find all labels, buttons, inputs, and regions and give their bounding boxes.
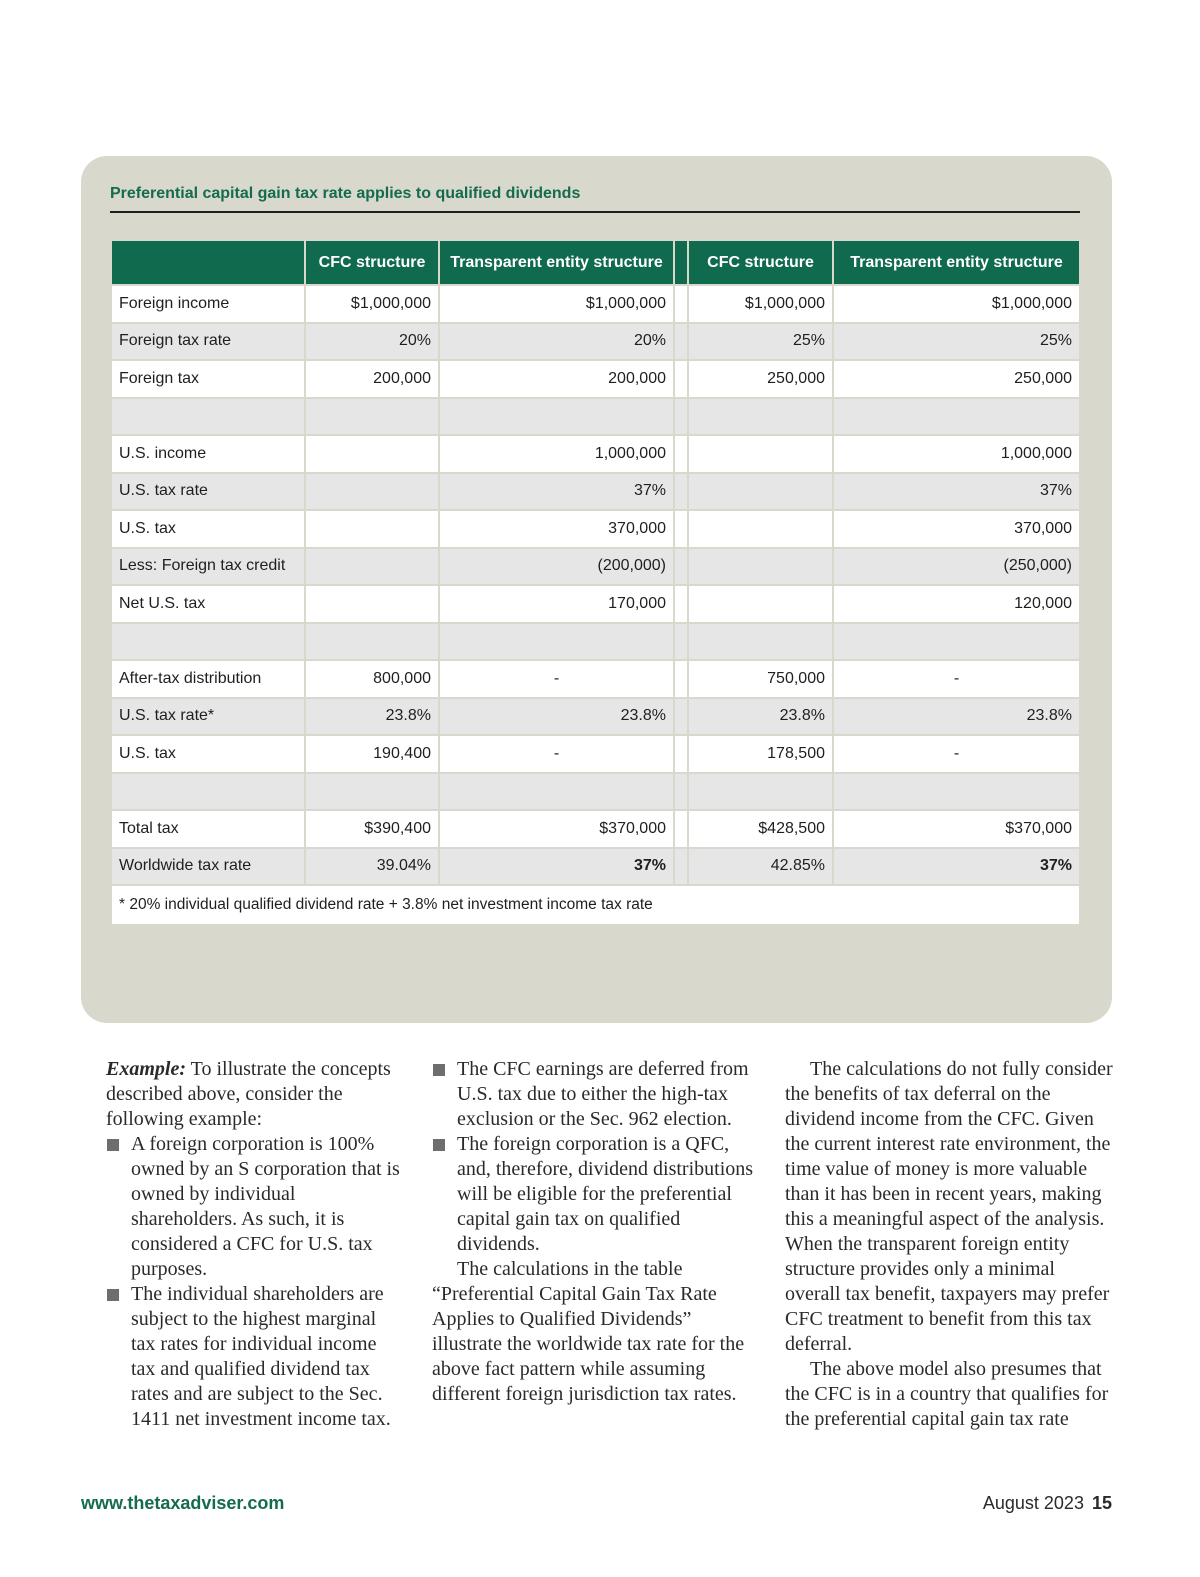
cell: 39.04% — [305, 848, 439, 886]
cell — [305, 585, 439, 623]
cell: $1,000,000 — [688, 285, 833, 323]
header-transparent-2: Transparent entity structure — [833, 240, 1080, 285]
cell: 178,500 — [688, 735, 833, 773]
table-row — [111, 548, 1080, 586]
cell — [833, 398, 1080, 436]
cell: 23.8% — [688, 698, 833, 736]
square-bullet-icon — [433, 1139, 445, 1151]
cell — [688, 623, 833, 661]
cell: - — [439, 735, 674, 773]
cell — [439, 398, 674, 436]
example-intro-text: To illustrate the concepts described above, consider the following example: — [106, 1058, 391, 1130]
header-transparent-1: Transparent entity structure — [439, 240, 674, 285]
cell: 120,000 — [833, 585, 1080, 623]
footnote-row — [111, 885, 1080, 925]
table-title: Preferential capital gain tax rate applies to qualified dividends — [110, 185, 581, 202]
cell: $1,000,000 — [833, 285, 1080, 323]
cell: 25% — [833, 323, 1080, 361]
cell — [688, 398, 833, 436]
body-column-2 — [432, 1057, 755, 1407]
body-column-3 — [785, 1057, 1115, 1432]
gap-cell — [674, 623, 688, 661]
example-lead: Example: — [106, 1058, 186, 1080]
gap-cell — [674, 360, 688, 398]
list-item-text: The individual shareholders are subject to the highest marginal tax rates for individual income tax and qualified dividend tax rates and are subject to the Sec. 1411 net investment income tax. — [131, 1283, 391, 1430]
footer-date-page — [983, 1493, 1112, 1514]
cell: (250,000) — [833, 548, 1080, 586]
row-label: U.S. tax rate* — [111, 698, 305, 736]
gap-cell — [674, 848, 688, 886]
list-item-text: A foreign corporation is 100% owned by an S corporation that is owned by individual shareholders. As such, it is considered a CFC for U.S. tax purposes. — [131, 1133, 400, 1280]
gap-cell — [674, 810, 688, 848]
spacer-row — [111, 773, 1080, 811]
table-row — [111, 698, 1080, 736]
gap-cell — [674, 285, 688, 323]
table-row — [111, 848, 1080, 886]
gap-cell — [674, 398, 688, 436]
cell: 750,000 — [688, 660, 833, 698]
cell: 20% — [305, 323, 439, 361]
row-label — [111, 398, 305, 436]
gap-cell — [674, 585, 688, 623]
cell: 37% — [833, 473, 1080, 511]
footer-url[interactable]: www.thetaxadviser.com — [81, 1493, 285, 1513]
row-label: U.S. tax — [111, 735, 305, 773]
cell — [305, 435, 439, 473]
list-item — [106, 1132, 402, 1282]
cell: $1,000,000 — [305, 285, 439, 323]
cell: 23.8% — [833, 698, 1080, 736]
gap-cell — [674, 435, 688, 473]
row-label: Foreign income — [111, 285, 305, 323]
cell: 25% — [688, 323, 833, 361]
cell: $1,000,000 — [439, 285, 674, 323]
example-intro — [106, 1057, 402, 1132]
gap-cell — [674, 510, 688, 548]
row-label — [111, 623, 305, 661]
table-row — [111, 735, 1080, 773]
cell: 250,000 — [688, 360, 833, 398]
row-label: U.S. tax — [111, 510, 305, 548]
cell: 37% — [439, 473, 674, 511]
cell: $428,500 — [688, 810, 833, 848]
gap-cell — [674, 773, 688, 811]
cell — [305, 473, 439, 511]
cell — [833, 623, 1080, 661]
header-label — [111, 240, 305, 285]
page-number: 15 — [1091, 1493, 1112, 1513]
cell: 170,000 — [439, 585, 674, 623]
cell: $390,400 — [305, 810, 439, 848]
row-label: Total tax — [111, 810, 305, 848]
list-item — [432, 1132, 755, 1257]
cell: - — [439, 660, 674, 698]
gap-cell — [674, 548, 688, 586]
cell: - — [833, 660, 1080, 698]
table-row — [111, 510, 1080, 548]
spacer-row — [111, 623, 1080, 661]
cell: 800,000 — [305, 660, 439, 698]
list-item-text: The CFC earnings are deferred from U.S. tax due to either the high-tax exclusion or the Sec. 962 election. — [457, 1058, 749, 1130]
tax-comparison-table — [110, 239, 1081, 926]
cell: 1,000,000 — [439, 435, 674, 473]
square-bullet-icon — [433, 1064, 445, 1076]
row-label: Worldwide tax rate — [111, 848, 305, 886]
cell: 37% — [833, 848, 1080, 886]
gap-cell — [674, 473, 688, 511]
cell — [688, 585, 833, 623]
row-label: Net U.S. tax — [111, 585, 305, 623]
cell — [688, 773, 833, 811]
cell — [305, 510, 439, 548]
cell: 20% — [439, 323, 674, 361]
cell: 200,000 — [439, 360, 674, 398]
cell: (200,000) — [439, 548, 674, 586]
cell: 23.8% — [439, 698, 674, 736]
cell — [833, 773, 1080, 811]
cell: 23.8% — [305, 698, 439, 736]
body-paragraph: The calculations in the table “Preferential Capital Gain Tax Rate Applies to Qualified Dividends” illustrate the worldwide tax rate for the above fact pattern while assuming different foreign jurisdiction tax rates. — [432, 1258, 745, 1405]
spacer-row — [111, 398, 1080, 436]
cell — [305, 398, 439, 436]
cell: - — [833, 735, 1080, 773]
table-row — [111, 585, 1080, 623]
table-panel — [81, 156, 1112, 1023]
row-label: Less: Foreign tax credit — [111, 548, 305, 586]
body-paragraph: The calculations do not fully consider the benefits of tax deferral on the dividend income from the CFC. Given the current interest rate environment, the time value of money is more valuable than it has been in recent years, making this a meaningful aspect of the analysis. When the transparent foreign entity structure provides only a minimal overall tax benefit, taxpayers may prefer CFC treatment to benefit from this tax deferral. — [785, 1058, 1113, 1355]
body-column-1 — [106, 1057, 402, 1432]
cell — [439, 773, 674, 811]
cell — [688, 548, 833, 586]
cell — [305, 548, 439, 586]
square-bullet-icon — [107, 1289, 119, 1301]
title-rule — [110, 211, 1080, 213]
square-bullet-icon — [107, 1139, 119, 1151]
cell: 37% — [439, 848, 674, 886]
cell — [688, 435, 833, 473]
row-label: Foreign tax rate — [111, 323, 305, 361]
cell: 250,000 — [833, 360, 1080, 398]
cell: $370,000 — [833, 810, 1080, 848]
issue-date: August 2023 — [982, 1493, 1084, 1513]
row-label: After-tax distribution — [111, 660, 305, 698]
row-label: Foreign tax — [111, 360, 305, 398]
table-row — [111, 435, 1080, 473]
cell: 190,400 — [305, 735, 439, 773]
cell: 370,000 — [439, 510, 674, 548]
gap-cell — [674, 698, 688, 736]
table-row — [111, 473, 1080, 511]
list-item — [106, 1282, 402, 1432]
header-cfc-1: CFC structure — [305, 240, 439, 285]
table-row — [111, 323, 1080, 361]
cell — [305, 773, 439, 811]
row-label — [111, 773, 305, 811]
cell — [688, 510, 833, 548]
row-label: U.S. tax rate — [111, 473, 305, 511]
cell: 1,000,000 — [833, 435, 1080, 473]
cell — [688, 473, 833, 511]
cell: 42.85% — [688, 848, 833, 886]
table-row — [111, 660, 1080, 698]
table-row — [111, 285, 1080, 323]
table-row — [111, 810, 1080, 848]
header-cfc-2: CFC structure — [688, 240, 833, 285]
cell: 370,000 — [833, 510, 1080, 548]
gap-cell — [674, 323, 688, 361]
table-row — [111, 360, 1080, 398]
cell: $370,000 — [439, 810, 674, 848]
cell — [439, 623, 674, 661]
list-item — [432, 1057, 755, 1132]
cell — [305, 623, 439, 661]
header-gap — [674, 240, 688, 285]
table-header-row — [111, 240, 1080, 285]
body-paragraph: The above model also presumes that the CFC is in a country that qualifies for the preferential capital gain tax rate — [785, 1358, 1109, 1430]
gap-cell — [674, 660, 688, 698]
gap-cell — [674, 735, 688, 773]
table-footnote: * 20% individual qualified dividend rate + 3.8% net investment income tax rate — [111, 885, 1080, 925]
cell: 200,000 — [305, 360, 439, 398]
row-label: U.S. income — [111, 435, 305, 473]
list-item-text: The foreign corporation is a QFC, and, therefore, dividend distributions will be eligible for the preferential capital gain tax on qualified dividends. — [457, 1133, 754, 1255]
